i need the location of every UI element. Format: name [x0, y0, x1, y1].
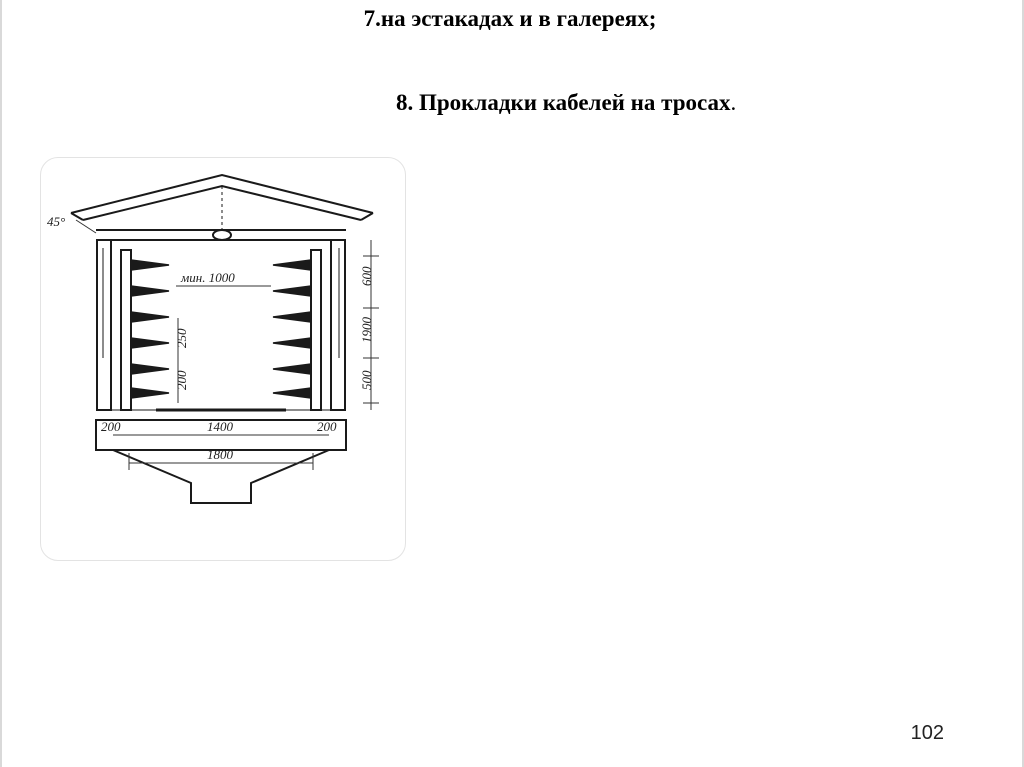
right-rack [311, 250, 321, 410]
dim-600-label: 600 [359, 266, 374, 286]
angle-mark [76, 220, 96, 233]
left-rack [121, 250, 131, 410]
left-cable-shelves [131, 260, 169, 398]
heading-item-8-text: 8. Прокладки кабелей на тросах [396, 90, 731, 115]
dim-200-left-label: 200 [101, 419, 121, 434]
heading-item-8 [396, 88, 736, 118]
slide-border-left [0, 0, 2, 767]
ceiling-lamp [213, 230, 231, 240]
dim-200-right-label: 200 [317, 419, 337, 434]
heading-item-7: 7.на эстакадах и в галереях; [363, 6, 657, 31]
roof-inner [83, 186, 361, 220]
angle-label: 45° [47, 214, 66, 229]
gallery-cross-section-figure [40, 157, 406, 561]
right-cable-shelves [273, 260, 311, 398]
dim-1800-label: 1800 [207, 447, 233, 462]
dim-1400-label: 1400 [207, 419, 233, 434]
dim-500-label: 500 [359, 370, 374, 390]
heading-item-8-period: . [730, 90, 737, 115]
roof-eave-left [71, 213, 83, 220]
dim-250-label: 250 [174, 328, 189, 348]
roof-eave-right [361, 213, 373, 220]
dim-1900-label: 1900 [359, 317, 374, 343]
min-width-label: мин. 1000 [181, 270, 235, 285]
right-wall [331, 240, 345, 410]
dim-200-vertical-label: 200 [174, 370, 189, 390]
left-wall [97, 240, 111, 410]
slide-number: 102 [910, 722, 944, 744]
gallery-drawing [41, 158, 407, 562]
